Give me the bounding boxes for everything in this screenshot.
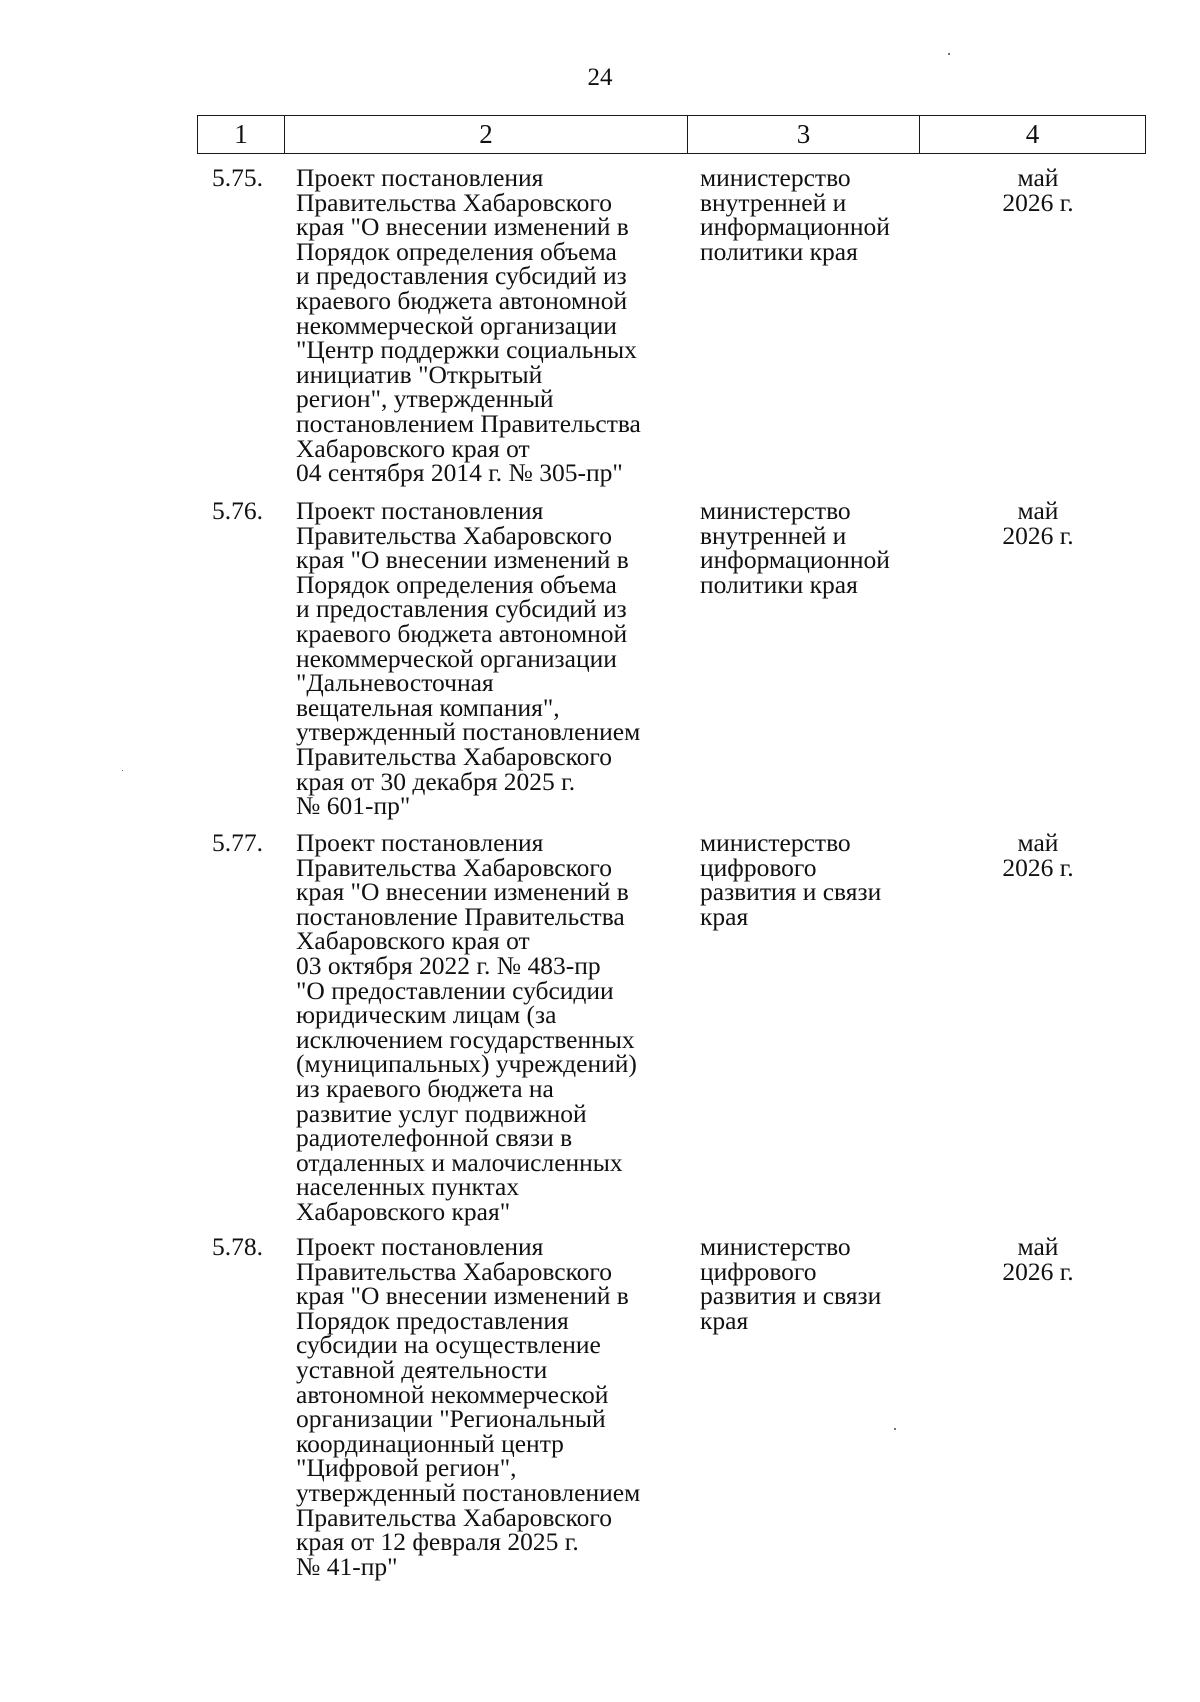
responsible-executor: министерство цифрового развития и связи края: [700, 828, 882, 931]
header-cell-2: 2: [285, 116, 688, 153]
deadline: май 2026 г.: [1002, 496, 1074, 550]
document-title: Проект постановления Правительства Хабаровского края "О внесении изменений в Порядок определения объема и предоставления субсидий из краевого бюджета автономной некоммерческой организации "Центр поддержки социальных инициатив "Открытый регион", утвержденный постановлением Правительства Хабаровского края от 04 сентября 2014 г. № 305-пр": [296, 163, 641, 488]
header-cell-1: 1: [198, 116, 285, 153]
scan-speck: [948, 53, 950, 55]
responsible-executor: министерство цифрового развития и связи края: [700, 1232, 882, 1335]
page-number: 24: [587, 64, 613, 91]
item-number: 5.76.: [212, 496, 263, 525]
deadline: май 2026 г.: [1002, 163, 1074, 217]
item-number: 5.78.: [212, 1232, 263, 1261]
document-title: Проект постановления Правительства Хабаровского края "О внесении изменений в Порядок предоставления субсидии на осуществление уставной деятельности автономной некоммерческой организации "Региональный координационный центр "Цифровой регион", утвержденный постановлением Правительства Хабаровского края от 12 февраля 2025 г. № 41-пр": [296, 1232, 641, 1581]
document-title: Проект постановления Правительства Хабаровского края "О внесении изменений в постановление Правительства Хабаровского края от 03 октября 2022 г. № 483-пр "О предоставлении субсидии юридическим лицам (за исключением государственных (муниципальных) учреждений) из краевого бюджета на развитие услуг подвижной радиотелефонной связи в отдаленных и малочисленных населенных пунктах Хабаровского края": [296, 828, 637, 1226]
deadline: май 2026 г.: [1002, 1232, 1074, 1286]
responsible-executor: министерство внутренней и информационной политики края: [700, 496, 890, 599]
responsible-executor: министерство внутренней и информационной политики края: [700, 163, 890, 266]
header-cell-4: 4: [1025, 119, 1040, 149]
scan-speck: [894, 1428, 896, 1430]
deadline: май 2026 г.: [1002, 828, 1074, 882]
item-number: 5.77.: [212, 828, 263, 857]
header-cell-3: 3: [688, 116, 920, 153]
document-title: Проект постановления Правительства Хабаровского края "О внесении изменений в Порядок определения объема и предоставления субсидий из краевого бюджета автономной некоммерческой организации "Дальневосточная вещательная компания", утвержденный постановлением Правительства Хабаровского края от 30 декабря 2025 г. № 601-пр": [296, 496, 641, 821]
table-header: [197, 115, 1146, 154]
item-number: 5.75.: [212, 163, 263, 192]
scan-speck: [122, 770, 123, 771]
